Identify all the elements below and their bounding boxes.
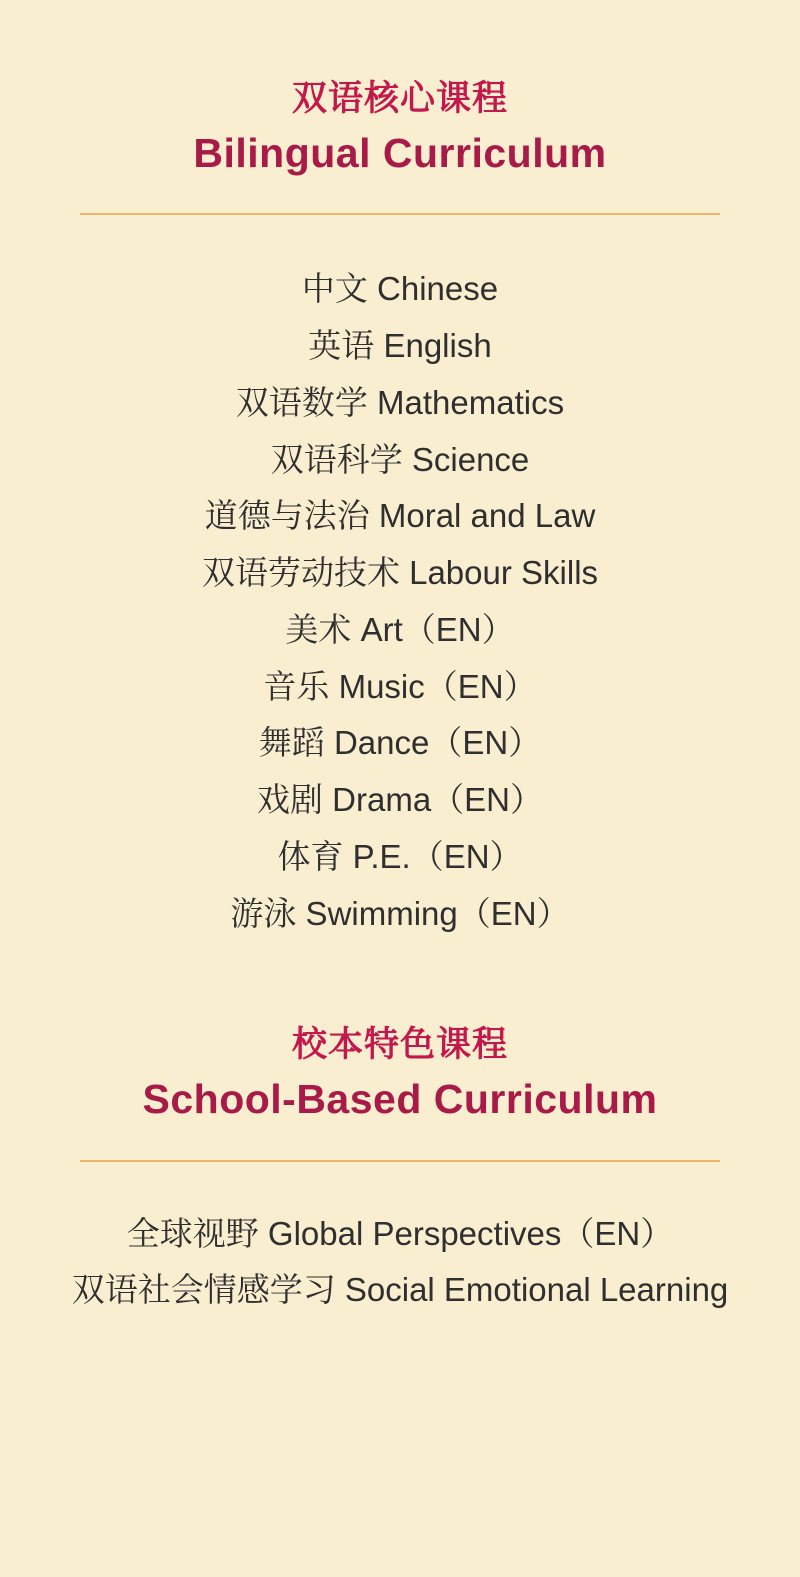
section-school-based-curriculum xyxy=(0,1024,800,1319)
course-item: 体育 P.E.（EN） xyxy=(277,837,523,875)
section-header xyxy=(0,0,800,181)
course-item: 全球视野 Global Perspectives（EN） xyxy=(126,1214,674,1252)
section-divider xyxy=(80,213,720,215)
course-item: 双语社会情感学习 Social Emotional Learning xyxy=(71,1271,729,1309)
course-item: 舞蹈 Dance（EN） xyxy=(258,724,542,762)
course-list xyxy=(0,261,800,942)
section-header xyxy=(0,1024,800,1127)
course-list xyxy=(0,1206,800,1320)
section-title-en: School-Based Curriculum xyxy=(142,1076,658,1123)
course-item: 英语 English xyxy=(308,327,492,365)
course-item: 音乐 Music（EN） xyxy=(263,667,537,705)
course-item: 道德与法治 Moral and Law xyxy=(204,497,596,535)
course-item: 戏剧 Drama（EN） xyxy=(256,781,544,819)
section-title-cn: 双语核心课程 xyxy=(291,79,508,118)
section-title-cn: 校本特色课程 xyxy=(291,1025,508,1065)
section-title-en: Bilingual Curriculum xyxy=(193,130,607,176)
section-divider xyxy=(80,1160,720,1162)
course-item: 游泳 Swimming（EN） xyxy=(230,894,570,932)
course-item: 美术 Art（EN） xyxy=(285,610,515,648)
course-item: 中文 Chinese xyxy=(301,270,499,308)
course-item: 双语数学 Mathematics xyxy=(235,383,565,421)
course-item: 双语科学 Science xyxy=(270,440,530,478)
course-item: 双语劳动技术 Labour Skills xyxy=(201,554,599,592)
